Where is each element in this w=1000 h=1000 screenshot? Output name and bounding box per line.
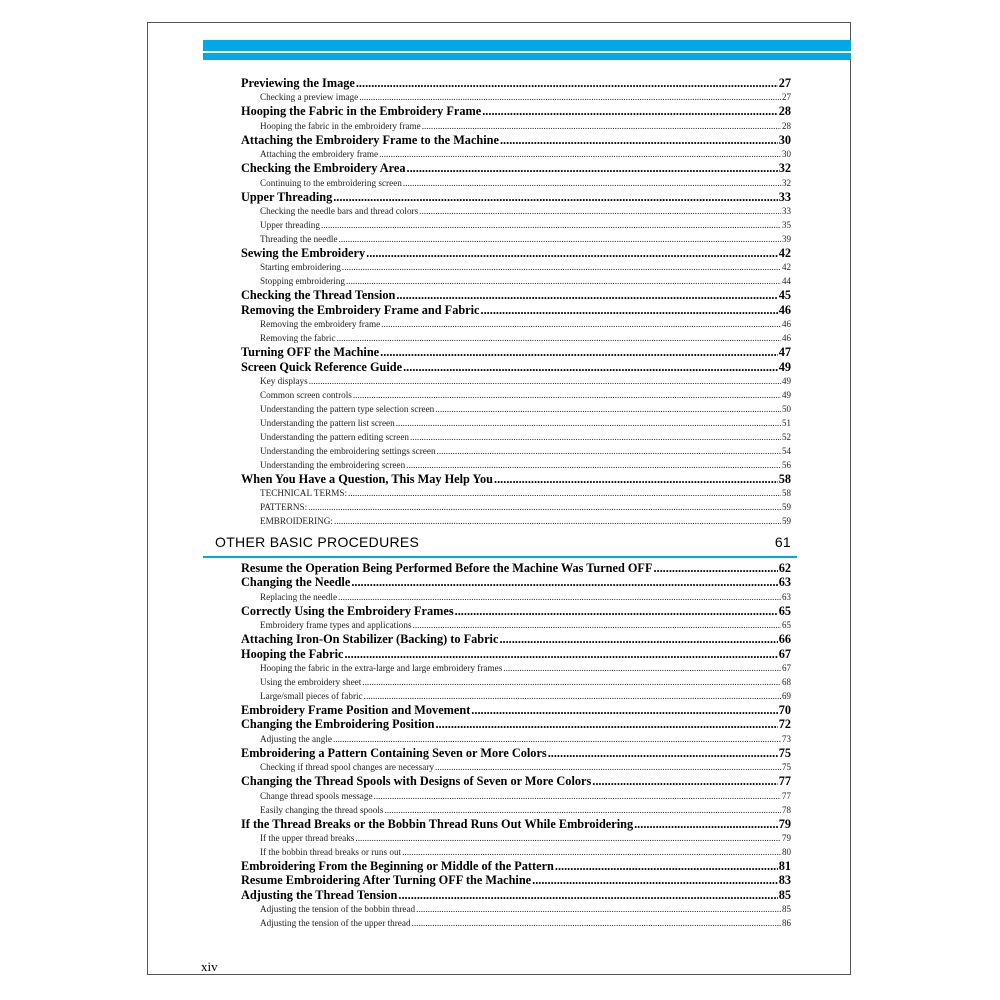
dot-leader	[385, 803, 782, 817]
toc-subentry[interactable]	[241, 661, 791, 675]
toc-entry[interactable]	[241, 345, 791, 359]
toc-entry-page: 58	[778, 471, 791, 486]
toc-entry-page: 72	[778, 717, 791, 732]
toc-entry-page: 80	[782, 846, 791, 857]
toc-entry-page: 86	[782, 918, 791, 929]
toc-subentry[interactable]	[241, 590, 791, 604]
toc-entry-title: Understanding the embroidering screen	[260, 459, 406, 470]
toc-entry-title: Previewing the Image	[241, 76, 355, 90]
toc-entry[interactable]	[241, 133, 791, 147]
toc-entry-page: 69	[782, 690, 791, 701]
dot-leader	[334, 514, 781, 528]
toc-subentry[interactable]	[241, 458, 791, 472]
toc-entry-title: Upper Threading	[241, 189, 333, 204]
toc-subentry[interactable]	[241, 232, 791, 246]
dot-leader	[321, 218, 781, 232]
toc-entry-page: 49	[778, 359, 791, 374]
dot-leader	[499, 632, 777, 646]
dot-leader	[333, 190, 777, 204]
toc-subentry[interactable]	[241, 119, 791, 133]
toc-subentry[interactable]	[241, 90, 791, 104]
dot-leader	[532, 873, 778, 887]
toc-entry-page: 49	[782, 375, 791, 386]
dot-leader	[309, 374, 781, 388]
toc-entry-page: 27	[782, 92, 791, 103]
dot-leader	[555, 859, 778, 873]
toc-entry-title: Continuing to the embroidering screen	[260, 177, 402, 188]
dot-leader	[412, 916, 781, 930]
dot-leader	[503, 661, 781, 675]
toc-entry[interactable]	[241, 703, 791, 717]
toc-entry-page: 35	[782, 219, 791, 230]
toc-entry-title: Threading the needle	[260, 233, 338, 244]
toc-subentry[interactable]	[241, 176, 791, 190]
toc-entry[interactable]	[241, 246, 791, 260]
dot-leader	[342, 260, 781, 274]
toc-entry-title: Resume Embroidering After Turning OFF the Machine	[241, 873, 532, 888]
toc-subentry[interactable]	[241, 430, 791, 444]
toc-subentry[interactable]	[241, 274, 791, 288]
toc-entry-page: 85	[778, 887, 791, 902]
dot-leader	[592, 774, 777, 788]
toc-entry-page: 73	[782, 733, 791, 744]
toc-subentry[interactable]	[241, 147, 791, 161]
toc-entry-title: Understanding the pattern list screen	[260, 417, 395, 428]
toc-entry-title: Attaching the Embroidery Frame to the Machine	[241, 132, 499, 147]
toc-entry-page: 62	[778, 561, 791, 575]
toc-entry-title: Embroidering From the Beginning or Middle of the Pattern	[241, 858, 554, 873]
toc-entry-title: Changing the Embroidering Position	[241, 717, 435, 732]
dot-leader	[353, 388, 781, 402]
toc-entry-title: TECHNICAL TERMS:	[260, 488, 348, 499]
toc-subentry[interactable]	[241, 260, 791, 274]
toc-subentry[interactable]	[241, 486, 791, 500]
dot-leader	[346, 274, 781, 288]
dot-leader	[653, 561, 777, 575]
dot-leader	[419, 204, 781, 218]
toc-entry-title: Checking the Thread Tension	[241, 288, 396, 303]
toc-entry-title: Understanding the embroidering settings screen	[260, 445, 436, 456]
toc-entry-title: Adjusting the angle	[260, 733, 332, 744]
toc-entry-title: PATTERNS:	[260, 502, 308, 513]
toc-subentry[interactable]	[241, 732, 791, 746]
toc-entry-page: 28	[782, 120, 791, 131]
toc-subentry[interactable]	[241, 760, 791, 774]
toc-entry-page: 65	[782, 620, 791, 631]
dot-leader	[413, 618, 781, 632]
toc-entry-title: If the Thread Breaks or the Bobbin Thread Runs Out While Embroidering	[241, 816, 634, 831]
toc-entry-page: 39	[782, 233, 791, 244]
toc-subentry[interactable]	[241, 317, 791, 331]
toc-entry-page: 77	[778, 774, 791, 789]
dot-leader	[355, 831, 781, 845]
toc-entry-title: Screen Quick Reference Guide	[241, 359, 403, 374]
toc-entry-title: Attaching the embroidery frame	[260, 149, 379, 160]
toc-entry-page: 33	[778, 189, 791, 204]
toc-entry[interactable]	[241, 746, 791, 760]
toc-entry-title: Common screen controls	[260, 389, 352, 400]
dot-leader	[482, 104, 777, 118]
toc-entry-title: Hooping the fabric in the embroidery frame	[260, 120, 421, 131]
toc-entry-page: 46	[782, 333, 791, 344]
toc-entry-page: 63	[782, 591, 791, 602]
toc-entry-page: 79	[778, 816, 791, 831]
toc-entry-page: 46	[782, 319, 791, 330]
toc-entry-title: Checking if thread spool changes are necessary	[260, 762, 434, 773]
toc-entry-title: If the upper thread breaks	[260, 832, 355, 843]
toc-entry-page: 32	[778, 161, 791, 176]
dot-leader	[381, 317, 781, 331]
toc-entry[interactable]	[241, 817, 791, 831]
toc-entry-page: 65	[778, 603, 791, 618]
toc-section-2	[241, 561, 791, 930]
toc-entry-title: EMBROIDERING:	[260, 516, 333, 527]
toc-entry-page: 56	[782, 459, 791, 470]
toc-subentry[interactable]	[241, 902, 791, 916]
toc-entry-title: Changing the Needle	[241, 575, 351, 590]
toc-subentry[interactable]	[241, 789, 791, 803]
toc-entry-page: 79	[782, 832, 791, 843]
section-heading-title: OTHER BASIC PROCEDURES	[215, 534, 420, 550]
toc-entry-title: Embroidery frame types and applications	[260, 620, 412, 631]
toc-subentry[interactable]	[241, 374, 791, 388]
section-heading-rule	[203, 556, 797, 558]
toc-entry-page: 50	[782, 403, 791, 414]
toc-entry-title: Key displays	[260, 375, 308, 386]
toc-entry[interactable]	[241, 774, 791, 788]
toc-entry-title: Hooping the Fabric	[241, 646, 344, 661]
toc-entry-page: 51	[782, 417, 791, 428]
toc-entry-page: 85	[782, 904, 791, 915]
toc-subentry[interactable]	[241, 331, 791, 345]
toc-entry-title: Adjusting the tension of the upper thread	[260, 918, 411, 929]
toc-entry[interactable]	[241, 161, 791, 175]
toc-entry-title: Stopping embroidering	[260, 276, 345, 287]
dot-leader	[455, 604, 778, 618]
toc-subentry[interactable]	[241, 444, 791, 458]
toc-subentry[interactable]	[241, 416, 791, 430]
toc-subentry[interactable]	[241, 916, 791, 930]
toc-entry-page: 30	[782, 149, 791, 160]
section-heading	[215, 534, 791, 550]
toc-entry-page: 45	[778, 288, 791, 303]
toc-entry-page: 78	[782, 804, 791, 815]
toc-entry-page: 66	[778, 632, 791, 647]
toc-entry-title: If the bobbin thread breaks or runs out	[260, 846, 402, 857]
toc-subentry[interactable]	[241, 388, 791, 402]
toc-entry[interactable]	[241, 632, 791, 646]
toc-entry-page: 44	[782, 276, 791, 287]
toc-entry-page: 46	[778, 302, 791, 317]
toc-entry-title: Embroidering a Pattern Containing Seven or More Colors	[241, 745, 547, 760]
toc-entry-page: 83	[778, 873, 791, 888]
dot-leader	[471, 703, 777, 717]
toc-entry-page: 52	[782, 431, 791, 442]
dot-leader	[366, 246, 778, 260]
toc-entry[interactable]	[241, 104, 791, 118]
toc-entry[interactable]	[241, 888, 791, 902]
toc-entry-page: 30	[778, 132, 791, 147]
toc-entry-title: Attaching Iron-On Stabilizer (Backing) to Fabric	[241, 632, 499, 647]
toc-entry-title: Removing the fabric	[260, 333, 336, 344]
toc-entry-title: Starting embroidering	[260, 262, 341, 273]
dot-leader	[396, 288, 777, 302]
toc-entry-title: Upper threading	[260, 219, 320, 230]
toc-entry-title: Turning OFF the Machine	[241, 345, 380, 360]
toc-entry-title: Changing the Thread Spools with Designs of Seven or More Colors	[241, 774, 592, 789]
toc-entry-page: 49	[782, 389, 791, 400]
dot-leader	[351, 575, 777, 589]
dot-leader	[344, 647, 777, 661]
toc-subentry[interactable]	[241, 402, 791, 416]
dot-leader	[338, 590, 781, 604]
toc-entry-page: 75	[782, 762, 791, 773]
dot-leader	[548, 746, 778, 760]
dot-leader	[362, 675, 781, 689]
dot-leader	[374, 789, 781, 803]
toc-entry-title: Easily changing the thread spools	[260, 804, 384, 815]
dot-leader	[396, 416, 781, 430]
dot-leader	[403, 176, 781, 190]
header-bar	[203, 40, 851, 60]
toc-entry-page: 33	[782, 205, 791, 216]
toc-entry-title: Adjusting the Thread Tension	[241, 887, 398, 902]
toc-entry-title: Checking a preview image	[260, 92, 359, 103]
toc-entry[interactable]	[241, 190, 791, 204]
toc-entry[interactable]	[241, 647, 791, 661]
toc-entry-title: Hooping the Fabric in the Embroidery Frame	[241, 104, 482, 119]
dot-leader	[333, 732, 781, 746]
toc-entry-page: 59	[782, 502, 791, 513]
dot-leader	[481, 303, 778, 317]
dot-leader	[406, 458, 781, 472]
dot-leader	[379, 147, 781, 161]
dot-leader	[359, 90, 781, 104]
toc-entry-page: 27	[778, 76, 791, 90]
dot-leader	[403, 360, 778, 374]
toc-entry[interactable]	[241, 360, 791, 374]
dot-leader	[435, 402, 781, 416]
toc-entry-title: Hooping the fabric in the extra-large and large embroidery frames	[260, 662, 503, 673]
dot-leader	[337, 331, 781, 345]
toc-entry[interactable]	[241, 873, 791, 887]
toc-entry-title: Checking the Embroidery Area	[241, 161, 406, 176]
dot-leader	[500, 133, 778, 147]
dot-leader	[437, 444, 781, 458]
toc-entry-page: 68	[782, 676, 791, 687]
toc-entry-page: 77	[782, 790, 791, 801]
toc-subentry[interactable]	[241, 803, 791, 817]
toc-subentry[interactable]	[241, 675, 791, 689]
dot-leader	[494, 472, 778, 486]
toc-subentry[interactable]	[241, 618, 791, 632]
toc-entry-title: Removing the embroidery frame	[260, 319, 381, 330]
toc-subentry[interactable]	[241, 514, 791, 528]
toc-entry-page: 70	[778, 702, 791, 717]
dot-leader	[435, 717, 777, 731]
section-heading-page: 61	[774, 534, 791, 550]
toc-entry-page: 58	[782, 488, 791, 499]
toc-entry[interactable]	[241, 303, 791, 317]
dot-leader	[410, 430, 781, 444]
toc-entry[interactable]	[241, 76, 791, 90]
dot-leader	[402, 845, 781, 859]
toc-entry-page: 54	[782, 445, 791, 456]
dot-leader	[348, 486, 781, 500]
toc-entry-title: Change thread spools message	[260, 790, 373, 801]
toc-entry-page: 42	[778, 245, 791, 260]
toc-entry-page: 63	[778, 575, 791, 590]
toc-entry-title: Checking the needle bars and thread colors	[260, 205, 419, 216]
dot-leader	[435, 760, 781, 774]
dot-leader	[308, 500, 781, 514]
toc-entry[interactable]	[241, 604, 791, 618]
toc-entry-page: 42	[782, 262, 791, 273]
toc-entry-page: 47	[778, 345, 791, 360]
toc-entry-title: Sewing the Embroidery	[241, 245, 366, 260]
toc-subentry[interactable]	[241, 689, 791, 703]
toc-entry-title: Removing the Embroidery Frame and Fabric	[241, 302, 480, 317]
dot-leader	[364, 689, 781, 703]
toc-subentry[interactable]	[241, 831, 791, 845]
footer-page-number: xiv	[201, 959, 218, 974]
toc-entry-title: Large/small pieces of fabric	[260, 690, 363, 701]
toc-entry-title: Replacing the needle	[260, 591, 338, 602]
toc-entry-title: Resume the Operation Being Performed Before the Machine Was Turned OFF	[241, 561, 653, 575]
toc-entry-page: 59	[782, 516, 791, 527]
toc-entry-title: Adjusting the tension of the bobbin thread	[260, 904, 416, 915]
toc-entry[interactable]	[241, 472, 791, 486]
toc-entry-page: 67	[782, 662, 791, 673]
dot-leader	[356, 76, 778, 90]
toc-entry-title: Using the embroidery sheet	[260, 676, 362, 687]
dot-leader	[339, 232, 781, 246]
toc-subentry[interactable]	[241, 218, 791, 232]
toc-entry-title: Embroidery Frame Position and Movement	[241, 702, 471, 717]
toc-entry[interactable]	[241, 288, 791, 302]
toc-entry[interactable]	[241, 859, 791, 873]
dot-leader	[634, 817, 778, 831]
toc-subentry[interactable]	[241, 204, 791, 218]
toc-entry-page: 67	[778, 646, 791, 661]
toc-entry-page: 28	[778, 104, 791, 119]
dot-leader	[422, 119, 781, 133]
toc-entry-title: Correctly Using the Embroidery Frames	[241, 603, 454, 618]
toc-entry[interactable]	[241, 575, 791, 589]
dot-leader	[398, 888, 777, 902]
toc-entry-page: 81	[778, 858, 791, 873]
dot-leader	[416, 902, 781, 916]
toc-entry-page: 75	[778, 745, 791, 760]
toc-section-1	[241, 76, 791, 528]
toc-entry[interactable]	[241, 561, 791, 575]
toc-entry-page: 32	[782, 177, 791, 188]
toc-entry-title: Understanding the pattern type selection screen	[260, 403, 435, 414]
toc-subentry[interactable]	[241, 845, 791, 859]
toc-entry[interactable]	[241, 717, 791, 731]
dot-leader	[380, 345, 778, 359]
toc-subentry[interactable]	[241, 500, 791, 514]
toc-entry-title: When You Have a Question, This May Help You	[241, 471, 494, 486]
dot-leader	[407, 161, 778, 175]
toc-entry-title: Understanding the pattern editing screen	[260, 431, 409, 442]
